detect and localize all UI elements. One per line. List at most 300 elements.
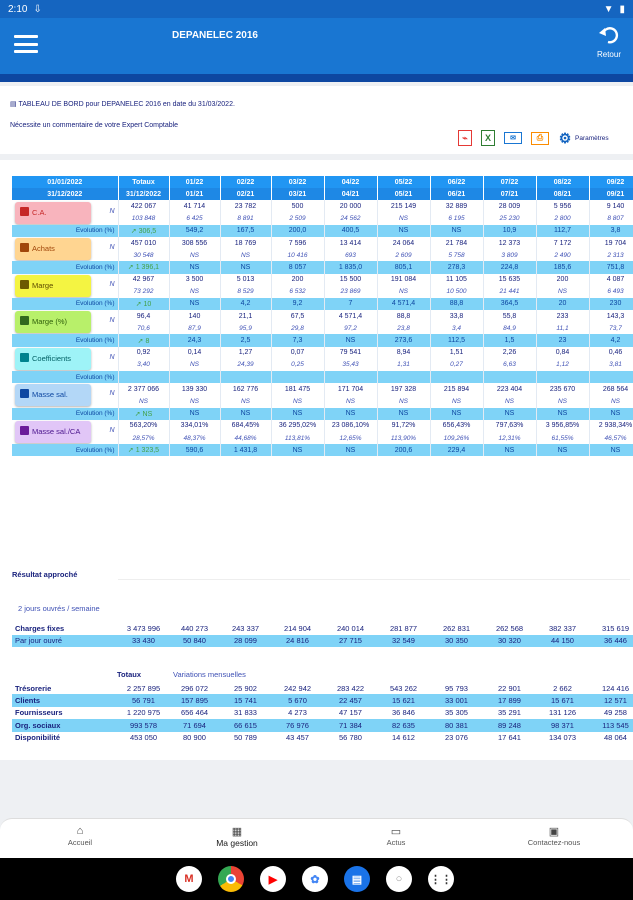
evolution-cell xyxy=(271,371,324,383)
value-cell: 2 938,34% xyxy=(589,420,633,432)
evolution-cell: ➚ NS xyxy=(118,408,169,420)
n-label: N xyxy=(109,390,115,398)
download-icon: ⇩ xyxy=(33,3,42,15)
value-cell: 35,43 xyxy=(324,359,377,371)
value-cell: 0,27 xyxy=(430,359,483,371)
evolution-cell: NS xyxy=(430,408,483,420)
value-cell: 9 140 xyxy=(589,200,633,212)
value-cell: 281 877 xyxy=(377,622,430,635)
value-cell: 82 635 xyxy=(377,719,430,731)
value-cell: 1,51 xyxy=(430,347,483,359)
value-cell: 2 662 xyxy=(536,682,589,694)
value-cell: 113,90% xyxy=(377,432,430,444)
messages-icon[interactable]: ▤ xyxy=(344,866,370,892)
header-cell: 03/21 xyxy=(271,188,324,200)
totaux-header: Totaux xyxy=(117,670,142,679)
value-cell: 96,4 xyxy=(118,310,169,322)
value-cell: 95,9 xyxy=(220,322,271,334)
value-cell: 0,14 xyxy=(169,347,220,359)
value-cell: 23 869 xyxy=(324,286,377,298)
data-row xyxy=(12,694,633,706)
system-dock xyxy=(0,858,633,900)
value-cell: 684,45% xyxy=(220,420,271,432)
header-cell: 05/22 xyxy=(377,176,430,188)
value-cell: 200 xyxy=(536,274,589,286)
value-cell: 140 xyxy=(169,310,220,322)
value-cell: 3,81 xyxy=(589,359,633,371)
value-cell: 29,8 xyxy=(271,322,324,334)
value-cell: 35 291 xyxy=(483,707,536,719)
value-cell: 5 670 xyxy=(271,694,324,706)
header-cell: 07/22 xyxy=(483,176,536,188)
trend-arrow-icon: ➚ xyxy=(137,337,146,345)
section-badge[interactable] xyxy=(15,238,91,260)
evolution-cell: NS xyxy=(169,298,220,310)
value-cell: 80 900 xyxy=(169,732,220,744)
value-cell: 268 564 xyxy=(589,383,633,395)
value-cell: 22 457 xyxy=(324,694,377,706)
evolution-cell: 590,6 xyxy=(169,444,220,456)
n-label: N xyxy=(109,353,115,361)
value-cell: 13 414 xyxy=(324,237,377,249)
value-cell: 17 899 xyxy=(483,694,536,706)
value-cell: 55,8 xyxy=(483,310,536,322)
evolution-row xyxy=(12,261,633,273)
section-label-cell xyxy=(12,274,118,298)
value-cell: NS xyxy=(377,395,430,407)
news-icon: ▭ xyxy=(390,826,402,838)
section-badge[interactable] xyxy=(15,202,91,224)
value-cell: 197 328 xyxy=(377,383,430,395)
nav-contact[interactable]: ▣ Contactez-nous xyxy=(494,825,614,847)
value-cell: 21 441 xyxy=(483,286,536,298)
app-bar xyxy=(0,18,633,74)
header-cell: 07/21 xyxy=(483,188,536,200)
app-icon[interactable]: ○ xyxy=(386,866,412,892)
evolution-cell: NS xyxy=(271,408,324,420)
evolution-cell: NS xyxy=(589,408,633,420)
evolution-cell: NS xyxy=(377,408,430,420)
value-cell: 30 548 xyxy=(118,249,169,261)
value-cell: 80 381 xyxy=(430,719,483,731)
value-cell: 21 784 xyxy=(430,237,483,249)
value-cell: 3 500 xyxy=(169,274,220,286)
value-cell: 8 807 xyxy=(589,213,633,225)
trend-arrow-icon: ➚ xyxy=(127,264,136,272)
settings-label[interactable]: Paramètres xyxy=(575,134,609,142)
evolution-cell: 1 835,0 xyxy=(324,261,377,273)
section-name: Achats xyxy=(32,244,55,254)
dashboard-sheet xyxy=(0,160,633,760)
value-cell: 95 793 xyxy=(430,682,483,694)
value-cell: 6 493 xyxy=(589,286,633,298)
nav-ma-gestion[interactable]: ▦ Ma gestion xyxy=(177,825,297,848)
value-cell: 103 848 xyxy=(118,213,169,225)
evolution-cell: NS xyxy=(220,408,271,420)
value-cell: 50 840 xyxy=(169,635,220,648)
value-cell: 993 578 xyxy=(118,719,169,731)
value-cell: 797,63% xyxy=(483,420,536,432)
charges-table xyxy=(12,622,633,647)
gear-icon[interactable]: ⚙ xyxy=(558,129,572,146)
value-cell: 8,94 xyxy=(377,347,430,359)
value-cell: 6 195 xyxy=(430,213,483,225)
value-cell: 33 430 xyxy=(118,635,169,648)
value-cell: 7 596 xyxy=(271,237,324,249)
value-cell: 15 500 xyxy=(324,274,377,286)
value-cell: 233 xyxy=(536,310,589,322)
value-cell: 382 337 xyxy=(536,622,589,635)
value-cell: 181 475 xyxy=(271,383,324,395)
section-badge[interactable] xyxy=(15,348,91,370)
evolution-cell: NS xyxy=(483,444,536,456)
undo-icon xyxy=(599,26,619,44)
value-cell: 20 000 xyxy=(324,200,377,212)
evolution-row xyxy=(12,444,633,456)
section-badge[interactable] xyxy=(15,275,91,297)
coef-icon xyxy=(20,353,29,362)
value-cell: 36 446 xyxy=(589,635,633,648)
value-cell: 6 532 xyxy=(271,286,324,298)
gmail-icon[interactable]: M xyxy=(176,866,202,892)
dashboard-info xyxy=(0,86,633,154)
trend-arrow-icon: ➚ xyxy=(127,447,136,455)
evolution-cell: 112,5 xyxy=(430,334,483,346)
evolution-cell: 112,7 xyxy=(536,225,589,237)
evolution-cell: ➚ 10 xyxy=(118,298,169,310)
value-cell: 10 416 xyxy=(271,249,324,261)
evolution-cell: NS xyxy=(536,444,589,456)
section-name: C.A. xyxy=(32,207,47,217)
evolution-cell: NS xyxy=(324,408,377,420)
value-cell: 2 377 066 xyxy=(118,383,169,395)
status-bar xyxy=(0,0,633,18)
back-label: Retour xyxy=(596,50,621,59)
value-cell: NS xyxy=(536,395,589,407)
pdf-icon[interactable]: ⌁ xyxy=(458,130,472,146)
data-row-n xyxy=(12,420,633,432)
evolution-cell: 8 057 xyxy=(271,261,324,273)
evolution-label: Evolution (%) xyxy=(12,371,118,383)
home-icon: ⌂ xyxy=(76,825,84,837)
header-cell: 01/21 xyxy=(169,188,220,200)
value-cell: 12,31% xyxy=(483,432,536,444)
value-cell: 171 704 xyxy=(324,383,377,395)
value-cell: 124 416 xyxy=(589,682,633,694)
section-name: Marge xyxy=(32,280,54,290)
photos-icon[interactable]: ✿ xyxy=(302,866,328,892)
evolution-cell: 88,8 xyxy=(430,298,483,310)
evolution-row xyxy=(12,408,633,420)
evolution-cell xyxy=(536,371,589,383)
value-cell: 656,43% xyxy=(430,420,483,432)
value-cell: 23 076 xyxy=(430,732,483,744)
header-cell: 02/22 xyxy=(220,176,271,188)
evolution-label: Evolution (%) xyxy=(12,225,118,237)
value-cell: 240 014 xyxy=(324,622,377,635)
value-cell: 15 671 xyxy=(536,694,589,706)
value-cell: 3,4 xyxy=(430,322,483,334)
evolution-label: Evolution (%) xyxy=(12,408,118,420)
value-cell: 1,12 xyxy=(536,359,589,371)
print-icon[interactable]: ⎙ xyxy=(531,132,549,145)
value-cell: 131 126 xyxy=(536,707,589,719)
value-cell: 1,31 xyxy=(377,359,430,371)
value-cell: 24,39 xyxy=(220,359,271,371)
excel-icon[interactable]: X xyxy=(481,130,495,146)
evolution-cell: 364,5 xyxy=(483,298,536,310)
bottom-navigation xyxy=(0,818,633,858)
evolution-cell: 185,6 xyxy=(536,261,589,273)
data-row-n xyxy=(12,200,633,212)
youtube-icon[interactable]: ▶ xyxy=(260,866,286,892)
value-cell: 1 220 975 xyxy=(118,707,169,719)
evolution-cell xyxy=(220,371,271,383)
row-label: Disponibilité xyxy=(12,732,118,744)
value-cell: 44 150 xyxy=(536,635,589,648)
evolution-cell: 9,2 xyxy=(271,298,324,310)
value-cell: 262 568 xyxy=(483,622,536,635)
value-cell: 19 704 xyxy=(589,237,633,249)
value-cell: NS xyxy=(483,395,536,407)
value-cell: 42 967 xyxy=(118,274,169,286)
value-cell: 191 084 xyxy=(377,274,430,286)
evolution-cell: 4 571,4 xyxy=(377,298,430,310)
evolution-cell: 4,2 xyxy=(220,298,271,310)
value-cell: 139 330 xyxy=(169,383,220,395)
value-cell: NS xyxy=(169,286,220,298)
value-cell: 8 891 xyxy=(220,213,271,225)
accountant-note: Nécessite un commentaire de votre Expert Comptable xyxy=(10,122,179,129)
value-cell: 91,72% xyxy=(377,420,430,432)
app-drawer-icon[interactable]: ⋮⋮ xyxy=(428,866,454,892)
evolution-cell: 1 431,8 xyxy=(220,444,271,456)
header-cell: 01/22 xyxy=(169,176,220,188)
value-cell: 71 384 xyxy=(324,719,377,731)
value-cell: 3 956,85% xyxy=(536,420,589,432)
value-cell: 113 545 xyxy=(589,719,633,731)
value-cell: 17 641 xyxy=(483,732,536,744)
nav-actus[interactable]: ▭ Actus xyxy=(336,825,456,847)
evolution-cell xyxy=(589,371,633,383)
value-cell: 24 562 xyxy=(324,213,377,225)
evolution-cell: 230 xyxy=(589,298,633,310)
value-cell: 30 350 xyxy=(430,635,483,648)
evolution-cell: 23 xyxy=(536,334,589,346)
section-badge[interactable] xyxy=(15,421,91,443)
n-label: N xyxy=(109,244,115,252)
battery-icon: ▮ xyxy=(619,3,625,15)
value-cell: 2 509 xyxy=(271,213,324,225)
nav-accueil[interactable]: ⌂ Accueil xyxy=(20,825,140,847)
person-icon xyxy=(20,426,29,435)
percent-icon xyxy=(20,316,29,325)
value-cell: 73,7 xyxy=(589,322,633,334)
value-cell: 3 473 996 xyxy=(118,622,169,635)
value-cell: 79 541 xyxy=(324,347,377,359)
calculator-icon: ▦ xyxy=(231,826,243,838)
section-label-cell xyxy=(12,383,118,407)
value-cell: 11 105 xyxy=(430,274,483,286)
evolution-cell: 24,3 xyxy=(169,334,220,346)
value-cell: NS xyxy=(220,395,271,407)
evolution-cell: 7 xyxy=(324,298,377,310)
header-cell: 09/21 xyxy=(589,188,633,200)
app-title: DEPANELEC 2016 xyxy=(172,30,258,41)
value-cell: 48 064 xyxy=(589,732,633,744)
evolution-cell: NS xyxy=(324,444,377,456)
value-cell: 66 615 xyxy=(220,719,271,731)
value-cell: 200 xyxy=(271,274,324,286)
value-cell: 215 149 xyxy=(377,200,430,212)
value-cell: 334,01% xyxy=(169,420,220,432)
header-cell: 09/22 xyxy=(589,176,633,188)
header-cell: 03/22 xyxy=(271,176,324,188)
n-label: N xyxy=(109,426,115,434)
evolution-label: Evolution (%) xyxy=(12,298,118,310)
value-cell: 30 320 xyxy=(483,635,536,648)
trend-arrow-icon: ➚ xyxy=(134,410,143,418)
value-cell: 422 067 xyxy=(118,200,169,212)
evolution-cell xyxy=(118,371,169,383)
value-cell: NS xyxy=(220,249,271,261)
cart-icon xyxy=(20,243,29,252)
value-cell: 235 670 xyxy=(536,383,589,395)
value-cell: 134 073 xyxy=(536,732,589,744)
evolution-cell: NS xyxy=(220,261,271,273)
value-cell: NS xyxy=(377,286,430,298)
value-cell: 43 457 xyxy=(271,732,324,744)
evolution-cell: NS xyxy=(169,261,220,273)
back-button[interactable] xyxy=(593,26,625,59)
chrome-icon[interactable] xyxy=(218,866,244,892)
value-cell: 61,55% xyxy=(536,432,589,444)
section-label-cell xyxy=(12,420,118,444)
value-cell: 14 612 xyxy=(377,732,430,744)
evolution-cell xyxy=(377,371,430,383)
value-cell: 24 816 xyxy=(271,635,324,648)
dashboard-table xyxy=(12,176,633,456)
value-cell: 46,57% xyxy=(589,432,633,444)
value-cell: 243 337 xyxy=(220,622,271,635)
evolution-cell: 3,8 xyxy=(589,225,633,237)
value-cell: 2 490 xyxy=(536,249,589,261)
value-cell: 453 050 xyxy=(118,732,169,744)
value-cell: 10 500 xyxy=(430,286,483,298)
menu-icon[interactable] xyxy=(14,35,38,53)
value-cell: 242 942 xyxy=(271,682,324,694)
value-cell: 36 846 xyxy=(377,707,430,719)
value-cell: 71 694 xyxy=(169,719,220,731)
section-label-cell xyxy=(12,237,118,261)
value-cell: 0,25 xyxy=(271,359,324,371)
section-name: Masse sal. xyxy=(32,390,68,400)
value-cell: 76 976 xyxy=(271,719,324,731)
value-cell: 25 902 xyxy=(220,682,271,694)
wifi-icon: ▼ xyxy=(603,3,614,15)
marge-icon xyxy=(20,280,29,289)
data-row-n xyxy=(12,274,633,286)
value-cell: 2 313 xyxy=(589,249,633,261)
evolution-cell: 805,1 xyxy=(377,261,430,273)
value-cell: 7 172 xyxy=(536,237,589,249)
value-cell: 28 009 xyxy=(483,200,536,212)
value-cell: 6 425 xyxy=(169,213,220,225)
header-cell: 06/21 xyxy=(430,188,483,200)
value-cell: 32 549 xyxy=(377,635,430,648)
value-cell: 11,1 xyxy=(536,322,589,334)
evolution-cell: NS xyxy=(377,225,430,237)
evolution-cell: 4,2 xyxy=(589,334,633,346)
evolution-cell: 167,5 xyxy=(220,225,271,237)
header-cell: 08/22 xyxy=(536,176,589,188)
data-row-n xyxy=(12,347,633,359)
value-cell: 2 257 895 xyxy=(118,682,169,694)
section-label-cell xyxy=(12,200,118,224)
value-cell: NS xyxy=(377,213,430,225)
value-cell: 3,40 xyxy=(118,359,169,371)
value-cell: 283 422 xyxy=(324,682,377,694)
n-label: N xyxy=(109,207,115,215)
value-cell: 0,84 xyxy=(536,347,589,359)
value-cell: 6,63 xyxy=(483,359,536,371)
evolution-cell: 549,2 xyxy=(169,225,220,237)
value-cell: 18 769 xyxy=(220,237,271,249)
value-cell: 31 833 xyxy=(220,707,271,719)
header-cell: 04/21 xyxy=(324,188,377,200)
clock: 2:10 xyxy=(8,3,28,15)
value-cell: 215 894 xyxy=(430,383,483,395)
value-cell: 70,6 xyxy=(118,322,169,334)
data-row xyxy=(12,732,633,744)
section-name: Coefficients xyxy=(32,353,72,363)
section-badge[interactable] xyxy=(15,311,91,333)
treasury-table xyxy=(12,682,633,744)
value-cell: 0,46 xyxy=(589,347,633,359)
value-cell: 23,8 xyxy=(377,322,430,334)
evolution-cell: 7,3 xyxy=(271,334,324,346)
value-cell: 157 895 xyxy=(169,694,220,706)
data-row xyxy=(12,635,633,648)
value-cell: 12,65% xyxy=(324,432,377,444)
value-cell: 12 373 xyxy=(483,237,536,249)
contact-card-icon: ▣ xyxy=(548,826,560,838)
value-cell: 12 571 xyxy=(589,694,633,706)
header-cell: 01/01/2022 xyxy=(12,176,118,188)
mail-icon[interactable]: ✉ xyxy=(504,132,522,144)
data-row xyxy=(12,622,633,635)
evolution-cell: NS xyxy=(536,408,589,420)
evolution-cell: 224,8 xyxy=(483,261,536,273)
section-badge[interactable] xyxy=(15,384,91,406)
section-label-cell xyxy=(12,310,118,334)
value-cell: 4 273 xyxy=(271,707,324,719)
data-row xyxy=(12,719,633,731)
value-cell: 113,81% xyxy=(271,432,324,444)
value-cell: 73 292 xyxy=(118,286,169,298)
header-cell: 06/22 xyxy=(430,176,483,188)
header-cell: 02/21 xyxy=(220,188,271,200)
value-cell: 296 072 xyxy=(169,682,220,694)
header-cell: 31/12/2022 xyxy=(118,188,169,200)
value-cell: 5 956 xyxy=(536,200,589,212)
evolution-cell: ➚ 306,5 xyxy=(118,225,169,237)
value-cell: 5 758 xyxy=(430,249,483,261)
evolution-row xyxy=(12,225,633,237)
value-cell: 315 619 xyxy=(589,622,633,635)
value-cell: 440 273 xyxy=(169,622,220,635)
evolution-cell: 2,5 xyxy=(220,334,271,346)
